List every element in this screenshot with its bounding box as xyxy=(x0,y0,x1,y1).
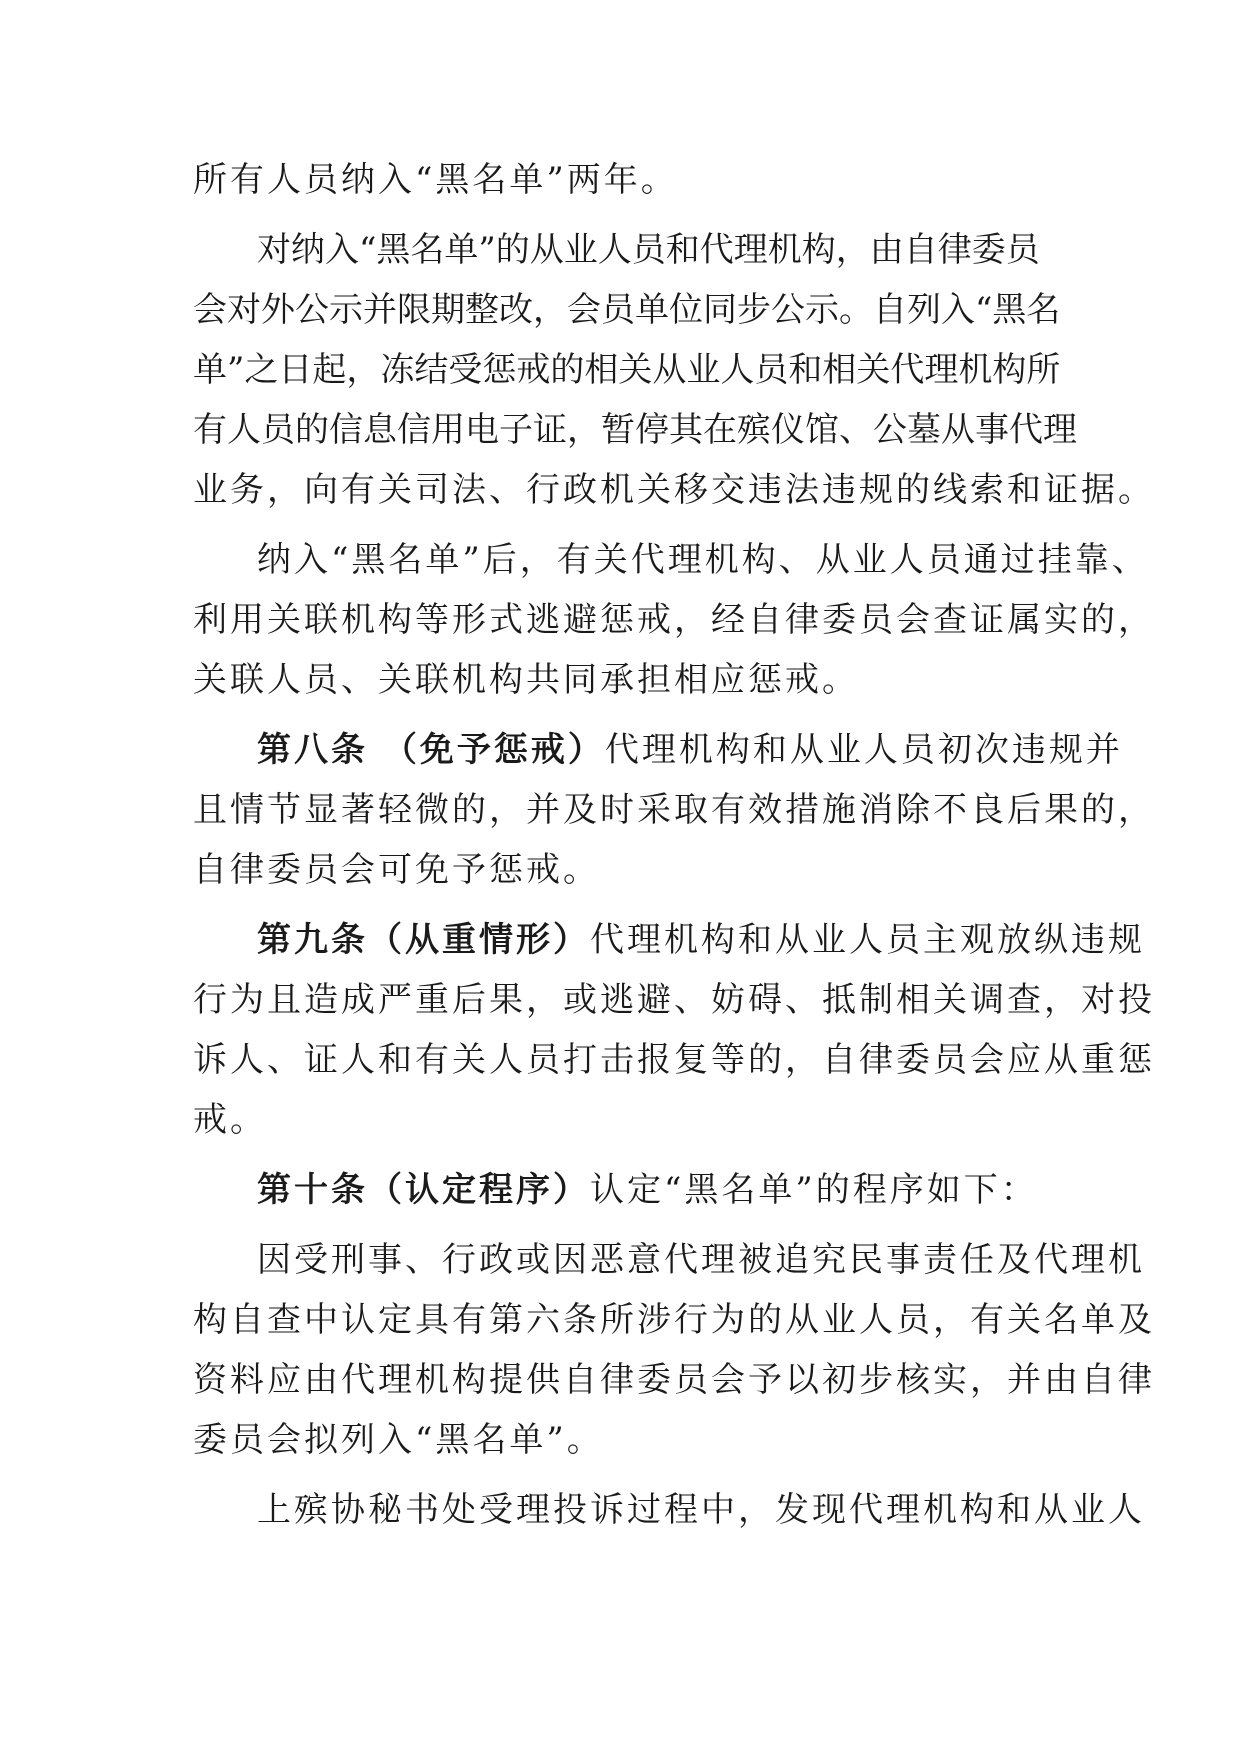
text-line: 关联人员、关联机构共同承担相应惩戒。 xyxy=(193,660,859,700)
text-line: 戒。 xyxy=(193,1100,267,1140)
text-line: 上殡协秘书处受理投诉过程中，发现代理机构和从业人 xyxy=(257,1490,1145,1530)
text-line: 自律委员会可免予惩戒。 xyxy=(193,850,600,890)
text-line: 会对外公示并限期整改，会员单位同步公示。自列入“黑名 xyxy=(193,290,1061,330)
text-line: 对纳入“黑名单”的从业人员和代理机构，由自律委员 xyxy=(257,230,1040,270)
text-line: 且情节显著轻微的，并及时采取有效措施消除不良后果的， xyxy=(193,790,1155,830)
text-line: 第九条（从重情形） 代理机构和从业人员主观放纵违规 xyxy=(193,910,1053,970)
text-line: 有人员的信息信用电子证，暂停其在殡仪馆、公墓从事代理 xyxy=(193,410,1077,450)
text-line: 诉人、证人和有关人员打击报复等的，自律委员会应从重惩 xyxy=(193,1040,1155,1080)
article-heading: 第八条 （免予惩戒） xyxy=(257,730,605,770)
text-line: 第八条 （免予惩戒） 代理机构和从业人员初次违规并 xyxy=(193,720,1053,780)
text-line: 构自查中认定具有第六条所涉行为的从业人员，有关名单及 xyxy=(193,1300,1155,1340)
document-body xyxy=(193,150,1155,1540)
article-heading: 第九条（从重情形） xyxy=(257,920,590,960)
text-line: 利用关联机构等形式逃避惩戒，经自律委员会查证属实的， xyxy=(193,600,1155,640)
text-line: 单”之日起，冻结受惩戒的相关从业人员和相关代理机构所 xyxy=(193,350,1061,390)
article-heading: 第十条（认定程序） xyxy=(257,1170,590,1210)
text-line: 行为且造成严重后果，或逃避、妨碍、抵制相关调查，对投 xyxy=(193,980,1155,1020)
text-line: 委员会拟列入“黑名单”。 xyxy=(193,1420,604,1460)
text-line: 第十条（认定程序） 认定“黑名单”的程序如下： xyxy=(193,1160,1053,1220)
text-line: 资料应由代理机构提供自律委员会予以初步核实，并由自律 xyxy=(193,1360,1155,1400)
text-line: 因受刑事、行政或因恶意代理被追究民事责任及代理机 xyxy=(257,1240,1145,1280)
text-line: 所有人员纳入“黑名单”两年。 xyxy=(193,160,678,200)
text-line: 纳入“黑名单”后，有关代理机构、从业人员通过挂靠、 xyxy=(257,540,1149,580)
text-line: 业务，向有关司法、行政机关移交违法违规的线索和证据。 xyxy=(193,470,1155,510)
